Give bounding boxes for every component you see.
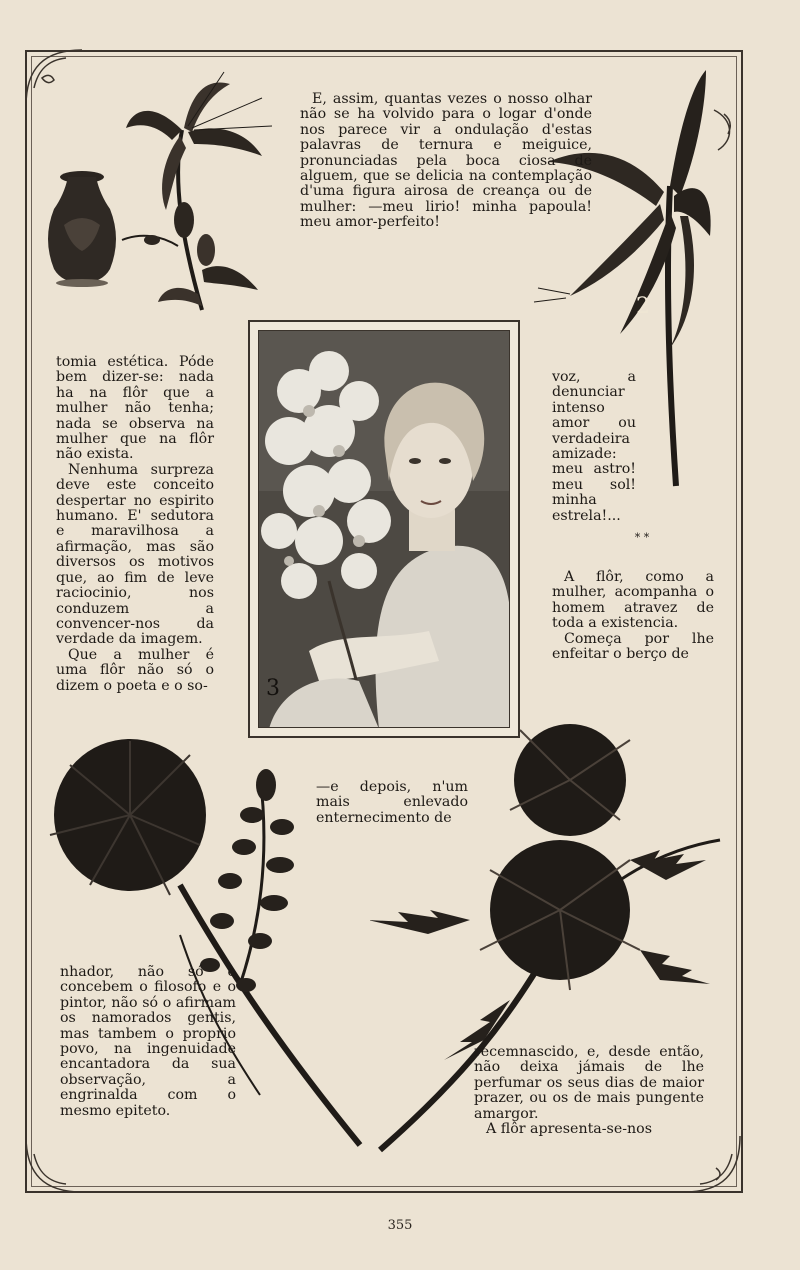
text-top-center: E, assim, quantas vezes o nosso olhar não se ha volvido para o logar d'onde nos parece vir a ondulação d'estas palavras de ternura e meiguice, pronunciadas pela boca ciosa de alguem, que se delicia na contemplação d'uma figura airosa de creança ou de mulher: —meu lirio! minha papoula! meu amor-perfeito! xyxy=(300,91,592,231)
plate-number-portrait: 3 xyxy=(266,676,280,701)
vase-illustration xyxy=(42,165,122,291)
portrait-photograph xyxy=(258,330,510,728)
page-number: 355 xyxy=(387,1218,413,1233)
plate-number-lily: 2 xyxy=(636,294,650,319)
section-break-asterisks: * * xyxy=(634,531,650,544)
text-bottom-right: recemnascido, e, desde então, não deixa jámais de lhe perfumar os seus dias de maior prazer, ou os de mais pungente amargor. A flôr apresenta-se-nos xyxy=(474,1044,704,1138)
tiger-lily-illustration xyxy=(112,70,277,319)
text-bottom-left: nhador, não só o concebem o filosofo e o pintor, não só o afirmam os namorados gentis, mas tambem o proprio povo, na ingenuidade encantadora da sua observação, a engrinalda com o mesmo epiteto. xyxy=(60,964,236,1119)
text-right-column-top: voz, a denunciar intenso amor ou verdadeira amizade: meu astro! meu sol! minha estrela!... xyxy=(552,369,636,524)
text-left-column: tomia estética. Póde bem dizer-se: nada ha na flôr que a mulher não tenha; nada se observa na mulher que na flôr não exista. Nenhuma surpreza deve este conceito despertar no espirito humano. E' sedutora e maravilhosa a afirmação, mas são diversos os motivos que, ao fim de leve raciocinio, nos conduzem a convencer-nos da verdade da imagem. Que a mulher é uma flôr não só o dizem o poeta e o so- xyxy=(56,354,214,694)
text-right-column-bottom: A flôr, como a mulher, acompanha o homem atravez de toda a existencia. Começa por lhe enfeitar o berço de xyxy=(552,569,714,663)
text-center-middle: —e depois, n'um mais enlevado enternecimento de xyxy=(316,779,468,826)
corner-ornament-top-left xyxy=(24,48,84,108)
portrait-photo-frame xyxy=(248,320,520,738)
